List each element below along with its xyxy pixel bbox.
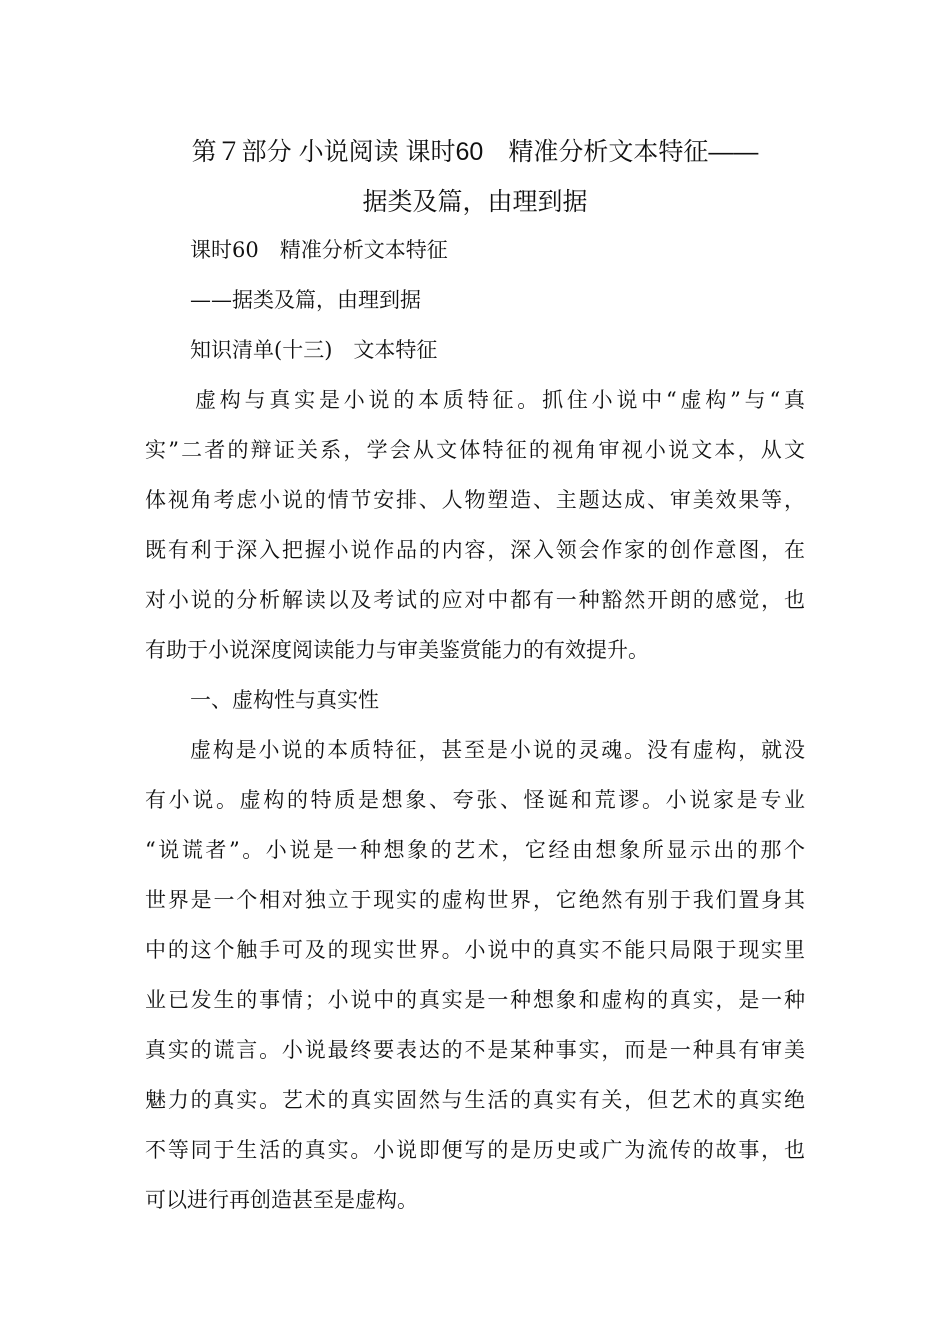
paragraph-2-line: 世界是一个相对独立于现实的虚构世界，它绝然有别于我们置身其 [145,888,805,912]
paragraph-2-line: 中的这个触手可及的现实世界。小说中的真实不能只局限于现实里 [145,938,805,962]
paragraph-2-line: 魅力的真实。艺术的真实固然与生活的真实有关，但艺术的真实绝 [145,1088,805,1112]
paragraph-2-line: “说谎者”。小说是一种想象的艺术，它经由想象所显示出的那个 [145,838,805,862]
document-title-line-1: 第７部分 小说阅读 课时60 精准分析文本特征—— [191,138,759,166]
section-1-heading: 一、虚构性与真实性 [190,688,379,712]
paragraph-1-line: 对小说的分析解读以及考试的应对中都有一种豁然开朗的感觉，也 [145,588,805,612]
paragraph-1-line: 既有利于深入把握小说作品的内容，深入领会作家的创作意图，在 [145,538,805,562]
paragraph-2-line: 不等同于生活的真实。小说即便写的是历史或广为流传的故事，也 [145,1138,805,1162]
paragraph-2-line: 可以进行再创造甚至是虚构。 [145,1188,418,1212]
paragraph-2-line: 业已发生的事情；小说中的真实是一种想象和虚构的真实，是一种 [145,988,805,1012]
paragraph-1-line: 体视角考虑小说的情节安排、人物塑造、主题达成、审美效果等， [145,488,805,512]
paragraph-1-line: 有助于小说深度阅读能力与审美鉴赏能力的有效提升。 [145,638,649,662]
paragraph-1-line: 虚构与真实是小说的本质特征。抓住小说中“虚构”与“真 [195,388,805,412]
paragraph-2-line: 真实的谎言。小说最终要表达的不是某种事实，而是一种具有审美 [145,1038,805,1062]
knowledge-heading: 知识清单(十三) 文本特征 [190,338,438,362]
lesson-subheading: ——据类及篇，由理到据 [190,288,421,312]
paragraph-2-line: 有小说。虚构的特质是想象、夸张、怪诞和荒谬。小说家是专业 [145,788,805,812]
lesson-heading: 课时60 精准分析文本特征 [190,238,448,262]
document-title-line-2: 据类及篇，由理到据 [362,188,588,216]
paragraph-2-line: 虚构是小说的本质特征，甚至是小说的灵魂。没有虚构，就没 [190,738,805,762]
paragraph-1-line: 实”二者的辩证关系，学会从文体特征的视角审视小说文本，从文 [145,438,805,462]
